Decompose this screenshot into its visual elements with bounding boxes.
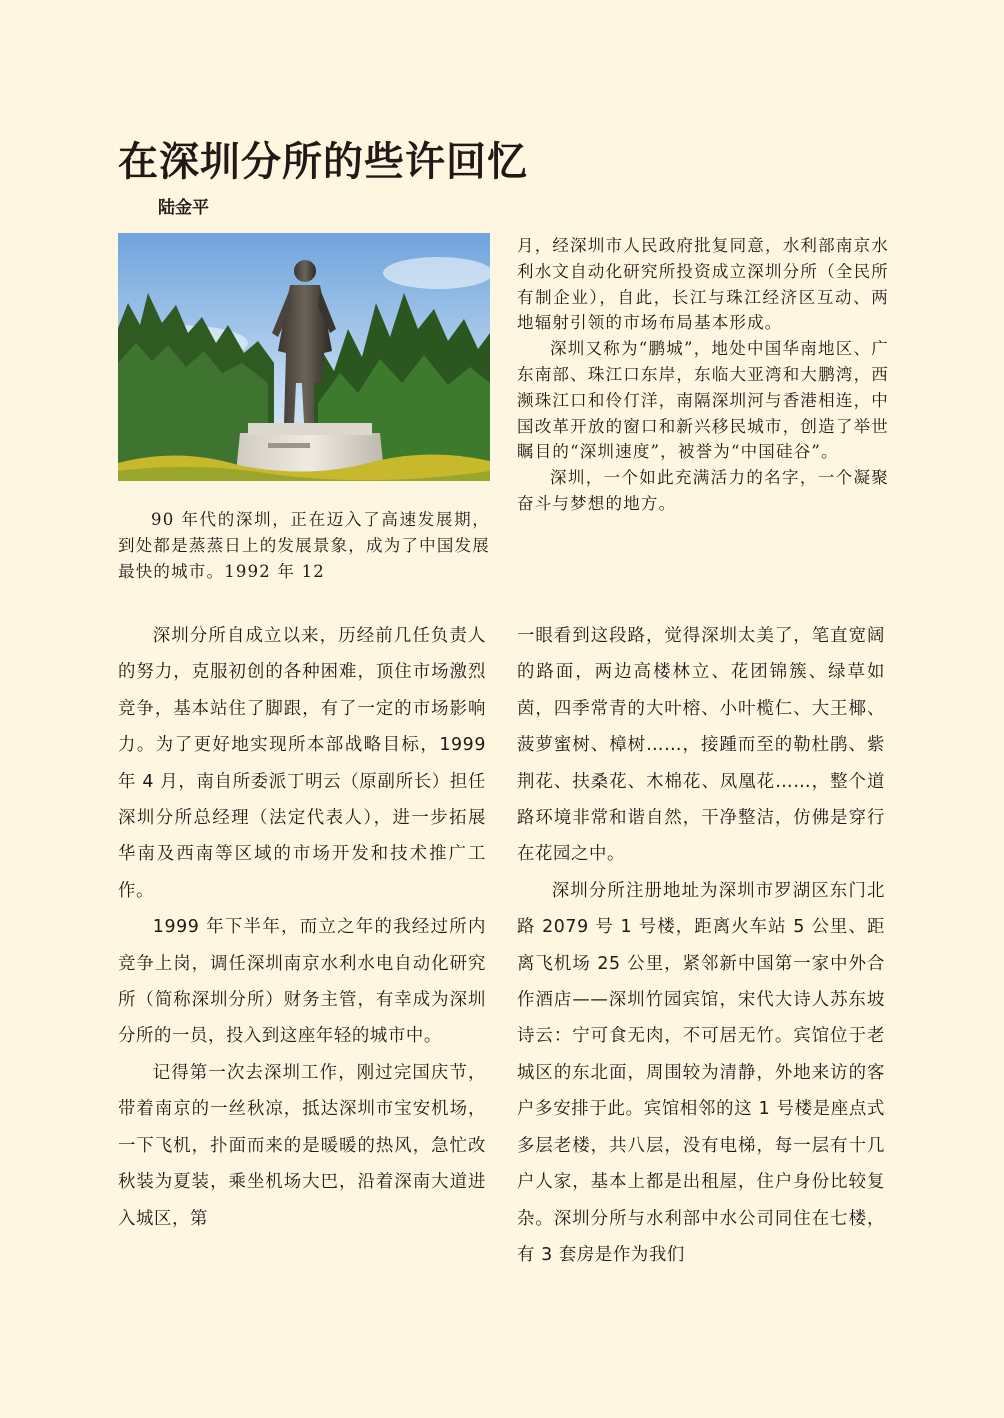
body-paragraph-3: 记得第一次去深圳工作，刚过完国庆节，带着南京的一丝秋凉，抵达深圳市宝安机场，一下飞机，扑面而来的是暖暖的热风，急忙改秋装为夏装，乘坐机场大巴，沿着深南大道进入城区，第 xyxy=(118,1062,486,1229)
intro-paragraph-2: 深圳又称为“鹏城”，地处中国华南地区、广东南部、珠江口东岸，东临大亚湾和大鹏湾，西濒珠江口和伶仃洋，南隔深圳河与香港相连，中国改革开放的窗口和新兴移民城市，创造了举世瞩目的“深圳速度”，被誉为“中国硅谷”。 xyxy=(517,339,889,462)
body-paragraph-2: 1999 年下半年，而立之年的我经过所内竞争上岗，调任深圳南京水利水电自动化研究所（简称深圳分所）财务主管，有幸成为深圳分所的一员，投入到这座年轻的城市中。 xyxy=(118,917,486,1047)
body-paragraph-3-continued: 一眼看到这段路，觉得深圳太美了，笔直宽阔的路面，两边高楼林立、花团锦簇、绿草如茵，四季常青的大叶榕、小叶榄仁、大王椰、菠萝蜜树、樟树……，接踵而至的勒杜鹃、紫荆花、扶桑花、木棉花、凤凰花……，整个道路环境非常和谐自然，干净整洁，仿佛是穿行在花园之中。 xyxy=(517,626,885,865)
author-name: 陆金平 xyxy=(158,198,209,218)
intro-paragraph-3: 深圳，一个如此充满活力的名字，一个凝聚奋斗与梦想的地方。 xyxy=(517,468,889,513)
intro-paragraph-1-continued: 月，经深圳市人民政府批复同意，水利部南京水利水文自动化研究所投资成立深圳分所（全民所有制企业），自此，长江与珠江经济区互动、两地辐射引领的市场布局基本形成。 xyxy=(517,236,889,333)
intro-paragraph-1: 90 年代的深圳，正在迈入了高速发展期，到处都是蒸蒸日上的发展景象，成为了中国发展最快的城市。1992 年 12 xyxy=(118,510,490,581)
intro-column-left xyxy=(118,507,490,584)
body-column-left xyxy=(118,618,486,1237)
statue-photo xyxy=(118,233,490,481)
intro-column-right xyxy=(517,233,889,517)
body-column-right xyxy=(517,618,885,1273)
body-paragraph-4: 深圳分所注册地址为深圳市罗湖区东门北路 2079 号 1 号楼，距离火车站 5 公里、距离飞机场 25 公里，紧邻新中国第一家中外合作酒店——深圳竹园宾馆，宋代大诗人苏东坡诗云：宁可食无肉，不可居无竹。宾馆位于老城区的东北面，周围较为清静，外地来访的客户多安排于此。宾馆相邻的这 1 号楼是座点式多层老楼，共八层，没有电梯，每一层有十几户人家，基本上都是出租屋，住户身份比较复杂。深圳分所与水利部中水公司同住在七楼，有 3 套房是作为我们 xyxy=(517,880,885,1265)
article-title: 在深圳分所的些许回忆 xyxy=(118,138,528,185)
body-paragraph-1: 深圳分所自成立以来，历经前几任负责人的努力，克服初创的各种困难，顶住市场激烈竞争，基本站住了脚跟，有了一定的市场影响力。为了更好地实现所本部战略目标，1999 年 4 月，南自所委派丁明云（原副所长）担任深圳分所总经理（法定代表人），进一步拓展华南及西南等区域的市场开发和技术推广工作。 xyxy=(118,626,486,901)
